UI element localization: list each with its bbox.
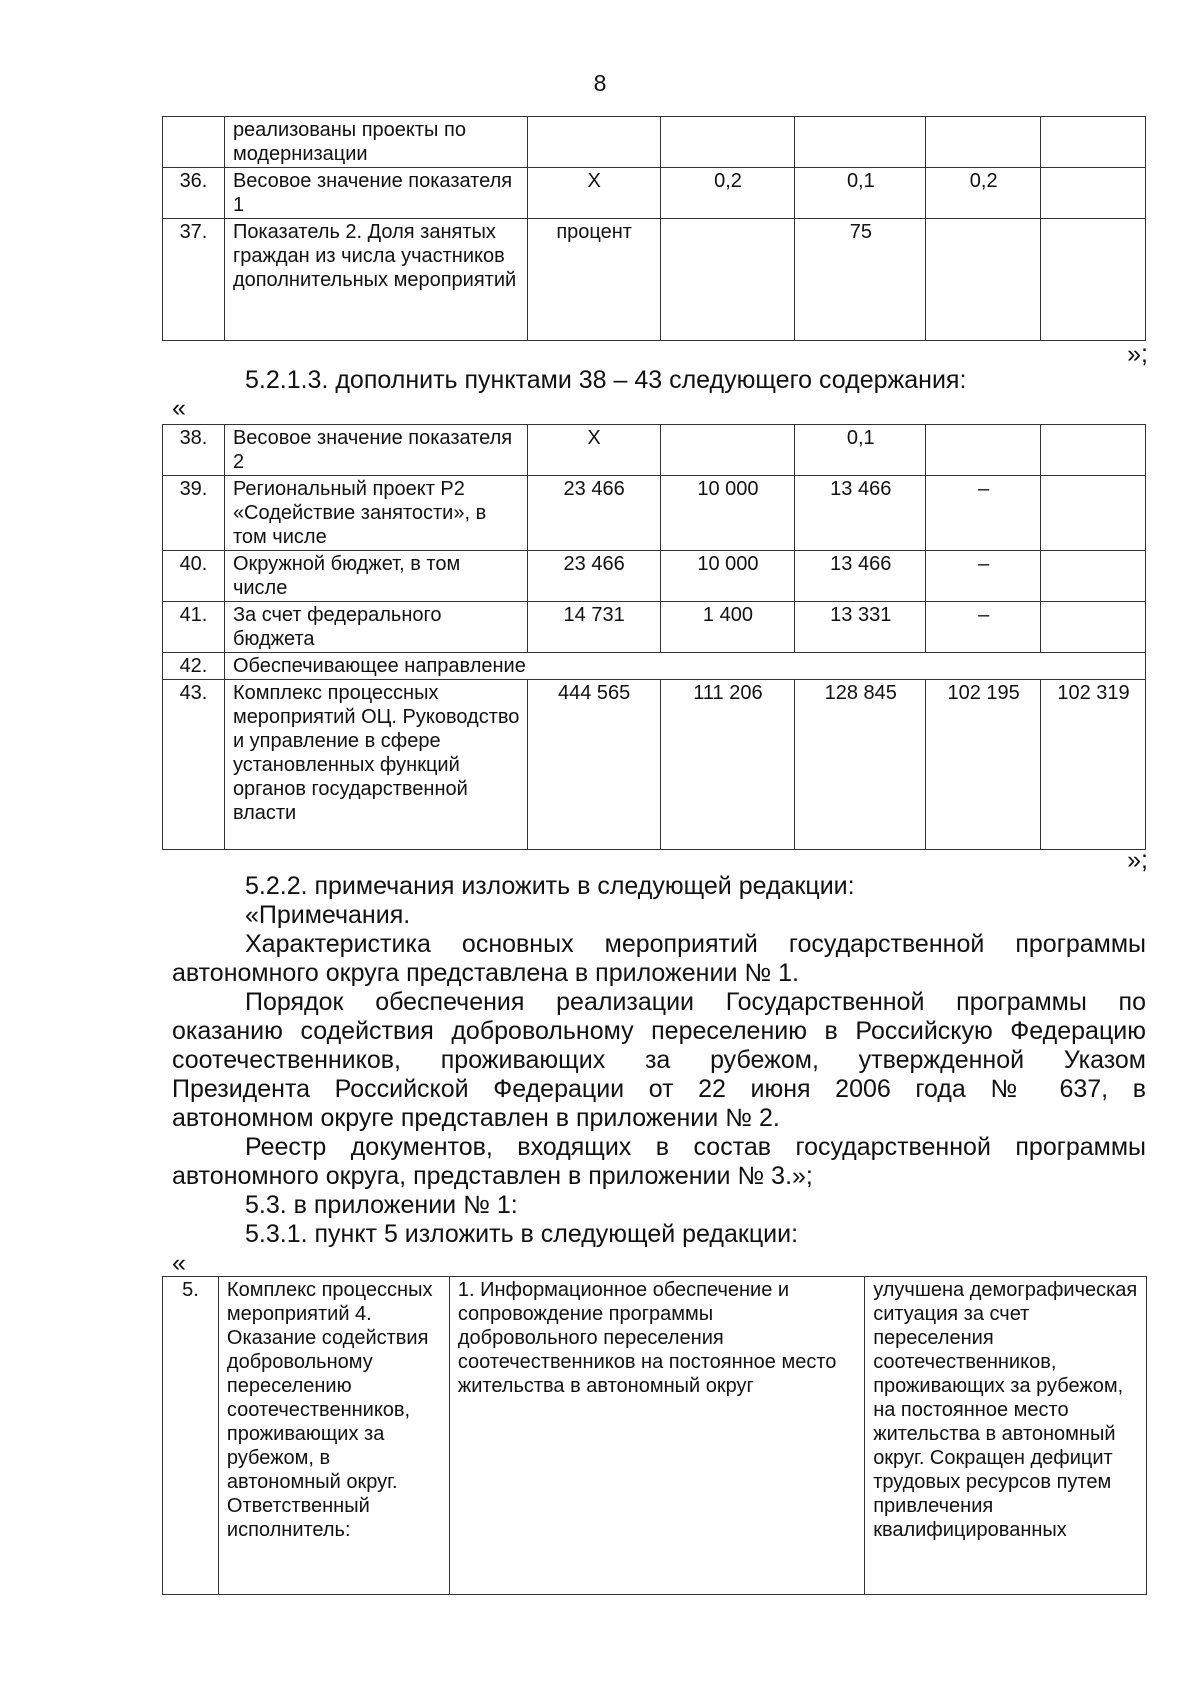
table-row bbox=[163, 219, 1146, 341]
cell bbox=[527, 117, 660, 168]
table-row bbox=[163, 476, 1146, 551]
row-number: 38. bbox=[163, 425, 225, 476]
expected-result: улучшена демографическая ситуация за счет переселения соотечественников, проживающих за рубежом, на постоянное место жительства в автономный округ. Сокращен дефицит трудовых ресурсов путем привлечения квалифицированных bbox=[865, 1277, 1147, 1595]
row-name: Весовое значение показателя 2 bbox=[224, 425, 527, 476]
row-number: 43. bbox=[163, 680, 225, 850]
cell bbox=[1041, 168, 1146, 219]
note3-line2: автономного округа, представлен в приложении № 3.»; bbox=[172, 1162, 813, 1190]
item-5-2-2: 5.2.2. примечания изложить в следующей редакции: bbox=[245, 872, 855, 900]
notes-title: «Примечания. bbox=[245, 901, 411, 929]
cell: 0,2 bbox=[926, 168, 1041, 219]
closing-quote: »; bbox=[1127, 846, 1148, 874]
cell: Х bbox=[527, 168, 660, 219]
note2-line1: Порядок обеспечения реализации Государственной программы по bbox=[245, 988, 1146, 1016]
row-name: Окружной бюджет, в том числе bbox=[224, 551, 527, 602]
cell: 111 206 bbox=[660, 680, 795, 850]
row-name: Показатель 2. Доля занятых граждан из числа участников дополнительных мероприятий bbox=[224, 219, 527, 341]
row-number: 36. bbox=[163, 168, 225, 219]
row-number: 42. bbox=[163, 653, 225, 680]
table-row bbox=[163, 1277, 1147, 1595]
cell: 13 466 bbox=[795, 551, 926, 602]
note2-line3: соотечественников, проживающих за рубежом, утвержденной Указом bbox=[172, 1046, 1146, 1074]
cell: 0,1 bbox=[795, 425, 926, 476]
cell bbox=[660, 117, 795, 168]
note1-line1: Характеристика основных мероприятий государственной программы bbox=[245, 930, 1146, 958]
cell: 10 000 bbox=[660, 551, 795, 602]
row-number: 41. bbox=[163, 602, 225, 653]
item-5-2-1-3: 5.2.1.3. дополнить пунктами 38 – 43 следующего содержания: bbox=[245, 366, 967, 394]
cell: 23 466 bbox=[527, 476, 660, 551]
cell bbox=[1041, 117, 1146, 168]
row-number bbox=[163, 117, 225, 168]
item-5-3: 5.3. в приложении № 1: bbox=[245, 1191, 518, 1219]
cell bbox=[1041, 425, 1146, 476]
note3-line1: Реестр документов, входящих в состав государственной программы bbox=[245, 1133, 1146, 1161]
page-number: 8 bbox=[593, 70, 607, 96]
cell bbox=[1041, 219, 1146, 341]
indicators-table-part2 bbox=[162, 424, 1146, 850]
table-row bbox=[163, 551, 1146, 602]
table-row bbox=[163, 425, 1146, 476]
row-name: Комплекс процессных мероприятий ОЦ. Руководство и управление в сфере установленных функций органов государственной власти bbox=[224, 680, 527, 850]
cell: 102 319 bbox=[1041, 680, 1146, 850]
table-row bbox=[163, 602, 1146, 653]
cell: 13 331 bbox=[795, 602, 926, 653]
row-number: 37. bbox=[163, 219, 225, 341]
cell bbox=[1041, 476, 1146, 551]
table-row bbox=[163, 168, 1146, 219]
row-name: Региональный проект Р2 «Содействие занятости», в том числе bbox=[224, 476, 527, 551]
cell: – bbox=[926, 602, 1041, 653]
cell bbox=[1041, 602, 1146, 653]
cell: 10 000 bbox=[660, 476, 795, 551]
note1-line2: автономного округа представлена в приложении № 1. bbox=[172, 959, 799, 987]
row-number: 5. bbox=[163, 1277, 219, 1595]
activity-content: 1. Информационное обеспечение и сопровождение программы добровольного переселения соотечественников на постоянное место жительства в автономный округ bbox=[449, 1277, 864, 1595]
cell bbox=[660, 219, 795, 341]
cell: Х bbox=[527, 425, 660, 476]
cell bbox=[795, 117, 926, 168]
indicators-table-part1 bbox=[162, 116, 1146, 341]
row-name: Весовое значение показателя 1 bbox=[224, 168, 527, 219]
cell: – bbox=[926, 476, 1041, 551]
note2-line5: автономном округе представлен в приложении № 2. bbox=[172, 1104, 780, 1132]
cell bbox=[660, 425, 795, 476]
appendix-table bbox=[162, 1276, 1147, 1595]
closing-quote: »; bbox=[1127, 340, 1148, 368]
cell: 0,1 bbox=[795, 168, 926, 219]
item-5-3-1: 5.3.1. пункт 5 изложить в следующей редакции: bbox=[245, 1220, 799, 1248]
row-number: 39. bbox=[163, 476, 225, 551]
row-name: За счет федерального бюджета bbox=[224, 602, 527, 653]
cell: 444 565 bbox=[527, 680, 660, 850]
table-row bbox=[163, 680, 1146, 850]
cell: 128 845 bbox=[795, 680, 926, 850]
table-row bbox=[163, 653, 1146, 680]
opening-quote: « bbox=[172, 1249, 186, 1277]
cell bbox=[926, 117, 1041, 168]
cell: 23 466 bbox=[527, 551, 660, 602]
cell: – bbox=[926, 551, 1041, 602]
cell: 102 195 bbox=[926, 680, 1041, 850]
cell: 13 466 bbox=[795, 476, 926, 551]
cell bbox=[926, 219, 1041, 341]
cell: 75 bbox=[795, 219, 926, 341]
row-number: 40. bbox=[163, 551, 225, 602]
note2-line4: Президента Российской Федерации от 22 июня 2006 года № 637, в bbox=[172, 1075, 1146, 1103]
cell bbox=[1041, 551, 1146, 602]
table-row bbox=[163, 117, 1146, 168]
cell: процент bbox=[527, 219, 660, 341]
cell: 0,2 bbox=[660, 168, 795, 219]
cell bbox=[926, 425, 1041, 476]
activity-name: Комплекс процессных мероприятий 4. Оказание содействия добровольному переселению соотечественников, проживающих за рубежом, в автономный округ. Ответственный исполнитель: bbox=[218, 1277, 449, 1595]
note2-line2: оказанию содействия добровольному переселению в Российскую Федерацию bbox=[172, 1017, 1146, 1045]
section-heading-cell: Обеспечивающее направление bbox=[224, 653, 1145, 680]
cell: 14 731 bbox=[527, 602, 660, 653]
opening-quote: « bbox=[172, 394, 186, 422]
row-name: реализованы проекты по модернизации bbox=[224, 117, 527, 168]
cell: 1 400 bbox=[660, 602, 795, 653]
